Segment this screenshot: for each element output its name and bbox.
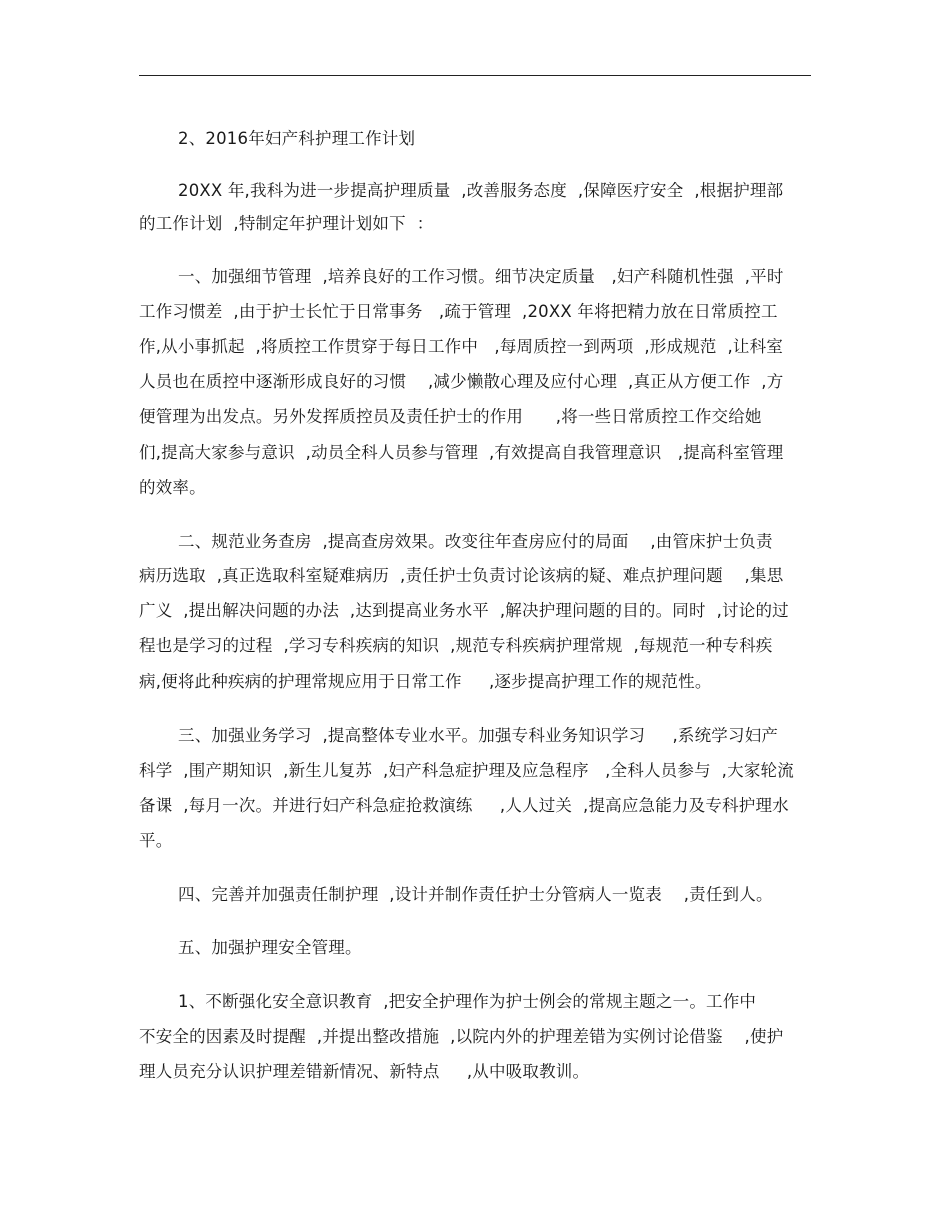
section2-line: 二、规范业务查房 ,提高查房效果。改变往年查房应付的局面 ,由管床护士负责 [178, 532, 773, 551]
section1-line: 工作习惯差 ,由于护士长忙于日常事务 ,疏于管理 ,20XX 年将把精力放在日常质控工 [139, 302, 778, 321]
section2-line: 病历选取 ,真正选取科室疑难病历 ,责任护士负责讨论该病的疑、难点护理问题 ,集思 [139, 566, 784, 585]
section2-line: 程也是学习的过程 ,学习专科疾病的知识 ,规范专科疾病护理常规 ,每规范一种专科疾 [139, 636, 773, 655]
section2-line: 病,便将此种疾病的护理常规应用于日常工作 ,逐步提高护理工作的规范性。 [139, 672, 712, 691]
section5-heading: 五、加强护理安全管理。 [178, 938, 362, 957]
section3-line: 备课 ,每月一次。并进行妇产科急症抢救演练 ,人人过关 ,提高应急能力及专科护理水 [139, 796, 789, 815]
item1-line: 理人员充分认识护理差错新情况、新特点 ,从中吸取教训。 [139, 1062, 590, 1081]
intro-line: 20XX 年,我科为进一步提高护理质量 ,改善服务态度 ,保障医疗安全 ,根据护理部 [178, 181, 784, 200]
section1-line: 便管理为出发点。另外发挥质控员及责任护士的作用 ,将一些日常质控工作交给她 [139, 407, 762, 426]
section-title: 2、2016年妇产科护理工作计划 [178, 129, 416, 148]
section1-line: 们,提高大家参与意识 ,动员全科人员参与管理 ,有效提高自我管理意识 ,提高科室管理 [139, 443, 784, 462]
section1-line: 的效率。 [139, 478, 206, 497]
section1-line: 人员也在质控中逐渐形成良好的习惯 ,减少懒散心理及应付心理 ,真正从方便工作 ,方 [139, 372, 784, 391]
item1-line: 1、不断强化安全意识教育 ,把安全护理作为护士例会的常规主题之一。工作中 [178, 992, 757, 1011]
section3-line: 平。 [139, 831, 173, 850]
section3-line: 科学 ,围产期知识 ,新生儿复苏 ,妇产科急症护理及应急程序 ,全科人员参与 ,大家轮流 [139, 761, 794, 780]
header-rule [139, 75, 811, 76]
section2-line: 广义 ,提出解决问题的办法 ,达到提高业务水平 ,解决护理问题的目的。同时 ,讨论的过 [139, 601, 789, 620]
section1-line: 作,从小事抓起 ,将质控工作贯穿于每日工作中 ,每周质控一到两项 ,形成规范 ,让科室 [139, 337, 784, 356]
item1-line: 不安全的因素及时提醒 ,并提出整改措施 ,以院内外的护理差错为实例讨论借鉴 ,使护 [139, 1027, 784, 1046]
section3-line: 三、加强业务学习 ,提高整体专业水平。加强专科业务知识学习 ,系统学习妇产 [178, 726, 779, 745]
section4-line: 四、完善并加强责任制护理 ,设计并制作责任护士分管病人一览表 ,责任到人。 [178, 885, 773, 904]
section1-line: 一、加强细节管理 ,培养良好的工作习惯。细节决定质量 ,妇产科随机性强 ,平时 [178, 267, 784, 286]
intro-line: 的工作计划 ,特制定年护理计划如下 ： [139, 214, 434, 233]
